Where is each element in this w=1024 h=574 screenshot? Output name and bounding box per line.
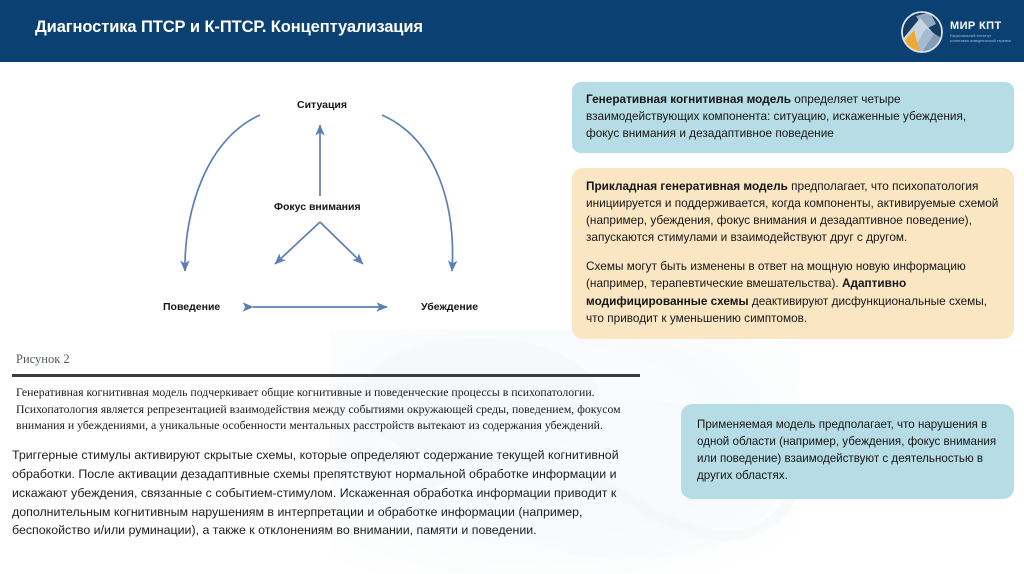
diagram-node-belief: Убеждение <box>421 301 479 313</box>
callout-3-text: Применяемая модель предполагает, что нарушения в одной области (например, убеждения, фокус внимания или поведение) взаимодействуют с деятельностью в других областях. <box>697 418 997 483</box>
callout-2-lead-2: Адаптивно модифицированные схемы <box>586 276 907 308</box>
arrow-focus-to-behavior <box>275 222 320 264</box>
callout-1-lead: Генеративная когнитивная модель <box>586 92 792 106</box>
diagram-node-attention-focus: Фокус внимания <box>274 201 361 213</box>
callout-2-paragraph-2 <box>586 258 1000 326</box>
callout-applied-generative-model <box>572 168 1014 339</box>
diagram-node-situation: Ситуация <box>297 99 348 111</box>
diagram-node-behavior: Поведение <box>163 301 221 313</box>
arrow-focus-to-belief <box>320 222 363 264</box>
logo-subtitle: Национальный институт когнитивно-поведенческой терапии <box>950 33 1011 43</box>
callout-2-text-1: предполагает, что психопатология инициируется и поддерживается, когда компоненты, активируемые схемой (например, убеждения, фокус внимания и дезадаптивное поведение), запускаются стимулами и взаимодействуют друг с другом. <box>586 179 999 245</box>
page-title: Диагностика ПТСР и К-ПТСР. Концептуализация <box>35 18 423 36</box>
callout-2-text-2: деактивируют дисфункциональные схемы, что приводит к уменьшению симптомов. <box>586 293 988 325</box>
globe-logo-icon <box>900 10 944 54</box>
page-header <box>0 0 1024 62</box>
logo-text-block <box>950 20 1012 43</box>
generative-cognitive-model-diagram <box>150 78 550 326</box>
logo-title: МИР КПТ <box>950 20 1002 33</box>
callout-1-text: определяет четыре взаимодействующих компонента: ситуацию, искаженные убеждения, фокус внимания и дезадаптивное поведение <box>586 92 967 141</box>
body-paragraph: Триггерные стимулы активируют скрытые схемы, которые определяют содержание текущей когнитивной обработки. После активации дезадаптивные схемы препятствуют нормальной обработке информации и искажают убеждения, связанные с событием-стимулом. Искаженная обработка информации приводит к дополнительным когнитивным нарушениям в интерпретации и обработке информации (например, беспокойство и/или руминации), а также к отклонениям во внимании, памяти и поведении. <box>12 448 619 538</box>
arrow-situation-to-belief <box>382 115 453 271</box>
callout-2-paragraph-1 <box>586 178 1000 246</box>
caption-divider <box>12 374 640 377</box>
brand-logo <box>900 8 1012 56</box>
figure-caption-block <box>12 352 640 434</box>
callout-generative-model <box>572 82 1014 153</box>
callout-2-lead: Прикладная генеративная модель <box>586 179 788 193</box>
figure-number-label: Рисунок 2 <box>16 352 70 366</box>
callout-applied-model <box>681 404 1014 499</box>
callout-2-text-2-pre: Схемы могут быть изменены в ответ на мощную новую информацию (например, терапевтические вмешательства). <box>586 259 966 291</box>
arrow-situation-to-behavior <box>185 115 260 271</box>
figure-caption-text: Генеративная когнитивная модель подчеркивает общие когнитивные и поведенческие процессы в психопатологии. Психопатология является репрезентацией взаимодействия между событиями окружающей среды, поведением, фокусом внимания и убеждениями, а уникальные особенности ментальных расстройств вытекают из содержания убеждений. <box>16 385 621 433</box>
